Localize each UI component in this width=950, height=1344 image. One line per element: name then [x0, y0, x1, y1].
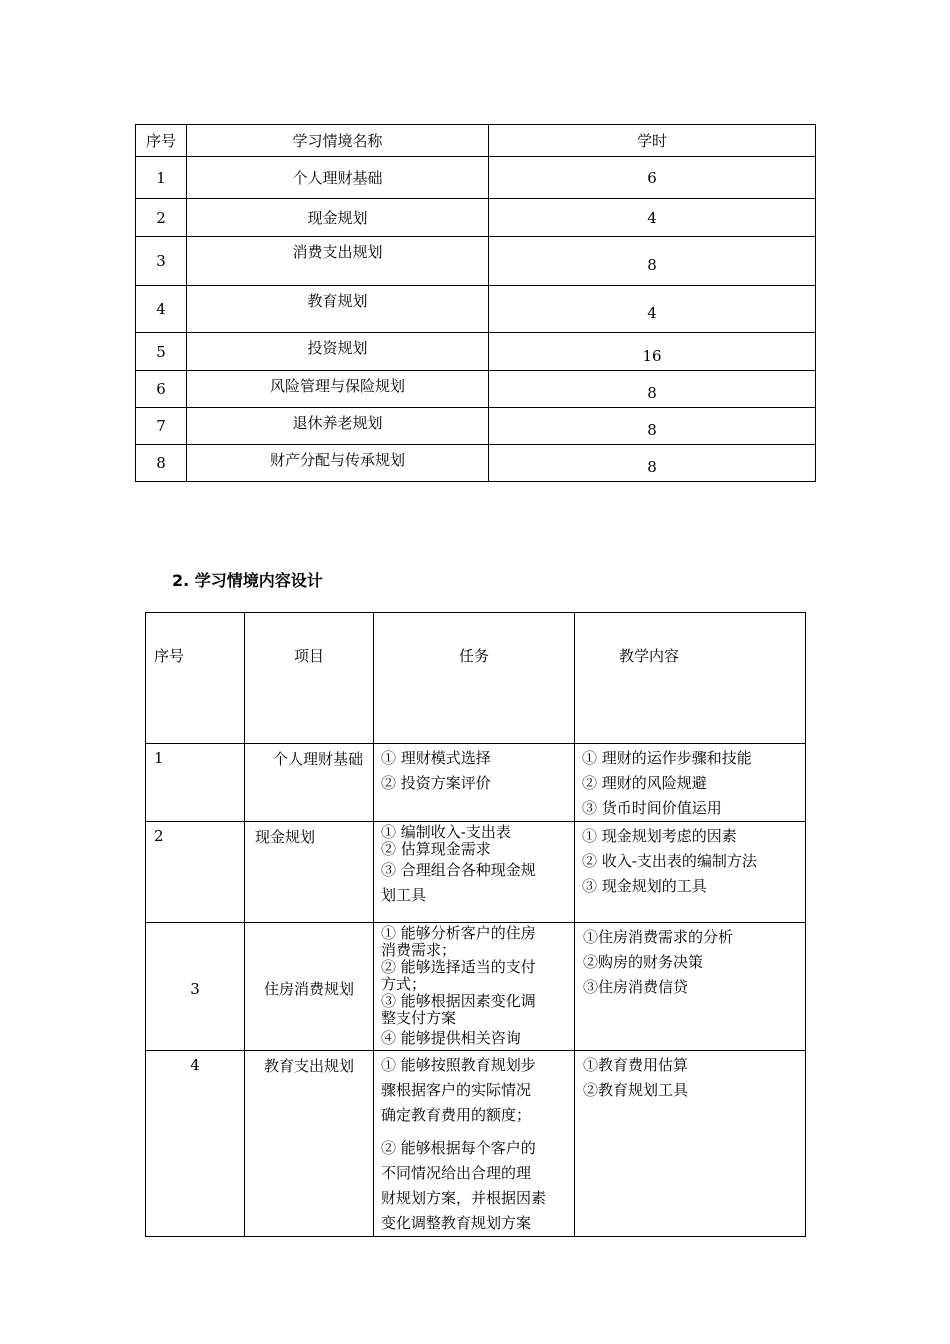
table-header-row: [146, 613, 806, 744]
task-item: 消费需求；: [381, 941, 457, 959]
class-hours: 8: [489, 408, 816, 445]
content-list: [575, 923, 806, 1051]
table-row: [136, 157, 816, 199]
content-list: [575, 1051, 806, 1237]
table-row: [136, 286, 816, 333]
table-header-row: [136, 125, 816, 157]
content-design-table: [145, 612, 806, 1237]
content-item: ② 理财的风险规避: [582, 774, 707, 792]
spacer: [381, 1128, 567, 1136]
row-number: 1: [136, 157, 187, 199]
task-item: 确定教育费用的额度；: [381, 1106, 532, 1124]
task-list: [374, 1051, 575, 1237]
task-item: 整支付方案: [381, 1009, 457, 1027]
section-title: 2. 学习情境内容设计: [172, 571, 323, 590]
task-item: 骤根据客户的实际情况: [381, 1081, 532, 1099]
content-item: ①教育费用估算: [583, 1056, 689, 1074]
task-item: ① 能够按照教育规划步: [381, 1056, 536, 1074]
table-row: [146, 923, 806, 1051]
class-hours: 16: [489, 333, 816, 371]
table-row: [146, 1051, 806, 1237]
task-item: ② 能够根据每个客户的: [381, 1139, 536, 1157]
task-list: [374, 923, 575, 1051]
class-hours: 8: [489, 445, 816, 482]
row-number: 3: [136, 237, 187, 286]
class-hours: 6: [489, 157, 816, 199]
situation-name: 现金规划: [187, 199, 489, 237]
situation-name: 个人理财基础: [187, 157, 489, 199]
hours-table: [135, 124, 816, 482]
content-list: [575, 744, 806, 822]
row-number: 2: [136, 199, 187, 237]
project-name: 现金规划: [245, 822, 374, 923]
row-number: 5: [136, 333, 187, 371]
table-row: [146, 822, 806, 923]
situation-name: 退休养老规划: [187, 408, 489, 445]
situation-name: 消费支出规划: [187, 237, 489, 286]
row-number: 8: [136, 445, 187, 482]
class-hours: 8: [489, 237, 816, 286]
row-number: 6: [136, 371, 187, 408]
table-row: [136, 333, 816, 371]
content-item: ② 收入-支出表的编制方法: [582, 852, 757, 870]
task-item: ③ 能够根据因素变化调: [381, 992, 536, 1010]
project-name: 教育支出规划: [245, 1051, 374, 1237]
header-cell: 序号: [136, 125, 187, 157]
row-number: 4: [136, 286, 187, 333]
table-row: [136, 237, 816, 286]
task-item: ① 能够分析客户的住房: [381, 924, 536, 942]
task-item: ④ 能够提供相关咨询: [381, 1029, 521, 1047]
content-item: ①住房消费需求的分析: [583, 928, 734, 946]
task-item: ① 理财模式选择: [381, 749, 491, 767]
content-item: ③住房消费信贷: [583, 978, 689, 996]
class-hours: 4: [489, 199, 816, 237]
content-item: ③ 现金规划的工具: [582, 877, 707, 895]
content-item: ③ 货币时间价值运用: [582, 799, 722, 817]
table-row: [136, 199, 816, 237]
content-item: ① 现金规划考虑的因素: [582, 827, 737, 845]
task-item: 变化调整教育规划方案: [381, 1214, 532, 1232]
table-row: [136, 371, 816, 408]
table-row: [136, 408, 816, 445]
project-name: 个人理财基础: [245, 744, 374, 822]
task-item: ② 估算现金需求: [381, 840, 491, 858]
row-number: 7: [136, 408, 187, 445]
content-item: ① 理财的运作步骤和技能: [582, 749, 752, 767]
row-number: 2: [146, 822, 245, 923]
content-list: [575, 822, 806, 923]
header-cell: 任务: [374, 613, 575, 744]
task-item: 财规划方案，并根据因素: [381, 1189, 547, 1207]
situation-name: 财产分配与传承规划: [187, 445, 489, 482]
header-cell: 序号: [146, 613, 245, 744]
situation-name: 风险管理与保险规划: [187, 371, 489, 408]
table-row: [136, 445, 816, 482]
content-item: ②购房的财务决策: [583, 953, 704, 971]
task-item: ③ 合理组合各种现金规: [381, 861, 536, 879]
class-hours: 8: [489, 371, 816, 408]
task-list: [374, 822, 575, 923]
task-item: ② 投资方案评价: [381, 774, 491, 792]
row-number: 1: [146, 744, 245, 822]
header-cell: 项目: [245, 613, 374, 744]
header-cell: 学时: [489, 125, 816, 157]
row-number: 4: [146, 1051, 245, 1237]
class-hours: 4: [489, 286, 816, 333]
situation-name: 教育规划: [187, 286, 489, 333]
task-item: 方式；: [381, 975, 427, 993]
project-name: 住房消费规划: [245, 923, 374, 1051]
header-cell: 学习情境名称: [187, 125, 489, 157]
situation-name: 投资规划: [187, 333, 489, 371]
content-item: ②教育规划工具: [583, 1081, 689, 1099]
task-item: ② 能够选择适当的支付: [381, 958, 536, 976]
row-number: 3: [146, 923, 245, 1051]
task-item: 不同情况给出合理的理: [381, 1164, 532, 1182]
task-item: 划工具: [381, 886, 427, 904]
task-list: [374, 744, 575, 822]
header-cell: 教学内容: [575, 613, 806, 744]
table-row: [146, 744, 806, 822]
task-item: ① 编制收入-支出表: [381, 823, 511, 841]
